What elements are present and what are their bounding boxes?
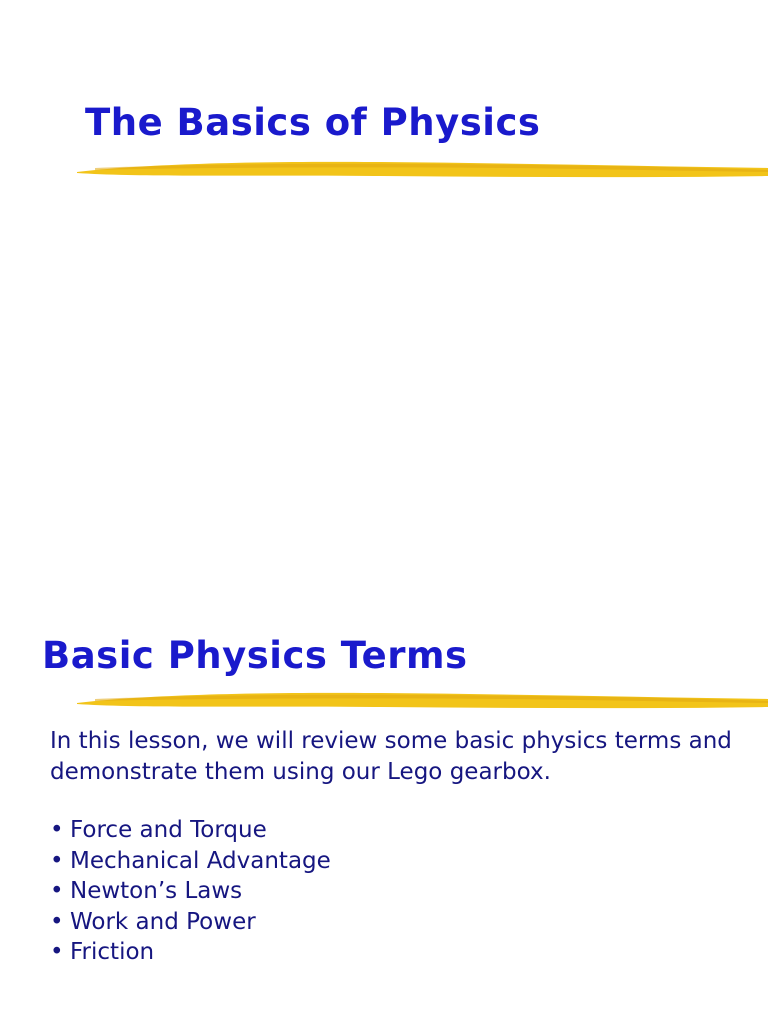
- slide-2: [0, 595, 768, 1024]
- slide-title: Basic Physics Terms: [42, 634, 468, 677]
- list-item-label: Newton’s Laws: [70, 878, 243, 904]
- title-underline-brushstroke: [75, 156, 768, 182]
- list-item: [50, 937, 331, 968]
- bullet-icon: •: [50, 939, 64, 965]
- list-item: [50, 846, 331, 877]
- intro-line: demonstrate them using our Lego gearbox.: [50, 759, 551, 785]
- list-item-label: Friction: [70, 939, 155, 965]
- list-item: [50, 907, 331, 938]
- list-item-label: Work and Power: [70, 908, 256, 935]
- title-underline-brushstroke: [75, 688, 768, 714]
- bullet-icon: •: [50, 847, 64, 874]
- bullet-icon: •: [50, 878, 64, 904]
- list-item-label: Mechanical Advantage: [70, 847, 331, 874]
- bullet-icon: •: [50, 817, 64, 843]
- bullet-icon: •: [50, 908, 64, 935]
- list-item-label: Force and Torque: [70, 817, 267, 843]
- intro-paragraph: [50, 726, 750, 788]
- list-item: [50, 876, 331, 907]
- intro-line: In this lesson, we will review some basic physics terms and: [50, 728, 732, 754]
- slide-title: The Basics of Physics: [85, 101, 541, 144]
- list-item: [50, 815, 331, 846]
- terms-bullet-list: [50, 815, 331, 968]
